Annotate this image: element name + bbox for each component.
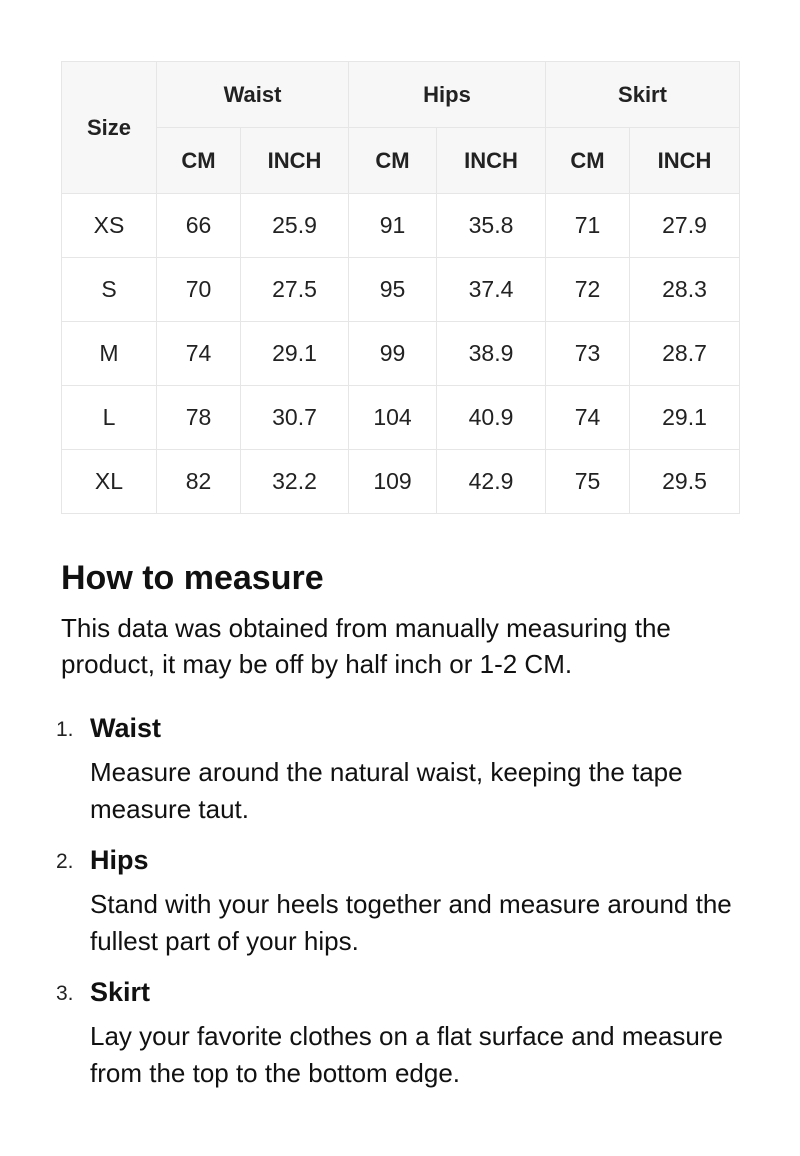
size-chart-table [61, 61, 740, 514]
list-item [56, 710, 751, 828]
table-cell: 29.1 [630, 386, 740, 450]
table-cell: 40.9 [437, 386, 546, 450]
table-cell: 104 [349, 386, 437, 450]
table-cell: 42.9 [437, 450, 546, 514]
table-cell: 29.5 [630, 450, 740, 514]
size-cell: XL [62, 450, 157, 514]
step-description: Lay your favorite clothes on a flat surface and measure from the top to the bottom edge. [90, 1021, 724, 1088]
table-cell: 75 [546, 450, 630, 514]
table-cell: 78 [157, 386, 241, 450]
step-title: Skirt [90, 977, 151, 1007]
list-item [56, 974, 751, 1092]
table-cell: 27.5 [241, 258, 349, 322]
unit-header: CM [349, 128, 437, 194]
skirt-header: Skirt [546, 62, 740, 128]
section-title: How to measure [61, 559, 324, 597]
unit-header: INCH [241, 128, 349, 194]
table-cell: 28.7 [630, 322, 740, 386]
table-row [62, 194, 740, 258]
unit-header: CM [546, 128, 630, 194]
steps-list [56, 710, 751, 1092]
table-cell: 38.9 [437, 322, 546, 386]
intro-text: This data was obtained from manually measuring the product, it may be off by half inch or 1-2 CM. [61, 613, 671, 679]
size-header: Size [62, 62, 157, 194]
table-cell: 27.9 [630, 194, 740, 258]
unit-header: INCH [437, 128, 546, 194]
table-cell: 25.9 [241, 194, 349, 258]
table-row [62, 322, 740, 386]
table-cell: 82 [157, 450, 241, 514]
table-row [62, 258, 740, 322]
table-cell: 109 [349, 450, 437, 514]
table-cell: 35.8 [437, 194, 546, 258]
step-title: Waist [90, 713, 162, 743]
size-cell: XS [62, 194, 157, 258]
table-cell: 28.3 [630, 258, 740, 322]
hips-header: Hips [349, 62, 546, 128]
table-cell: 95 [349, 258, 437, 322]
unit-header: CM [157, 128, 241, 194]
table-cell: 91 [349, 194, 437, 258]
size-cell: S [62, 258, 157, 322]
table-cell: 73 [546, 322, 630, 386]
waist-header: Waist [157, 62, 349, 128]
step-title: Hips [90, 845, 149, 875]
table-cell: 71 [546, 194, 630, 258]
step-description: Measure around the natural waist, keeping the tape measure taut. [90, 757, 683, 824]
table-cell: 99 [349, 322, 437, 386]
step-number: 1. [56, 718, 74, 741]
list-item [56, 842, 751, 960]
table-cell: 32.2 [241, 450, 349, 514]
table-cell: 30.7 [241, 386, 349, 450]
table-cell: 70 [157, 258, 241, 322]
size-cell: L [62, 386, 157, 450]
step-number: 2. [56, 850, 74, 873]
step-number: 3. [56, 982, 74, 1005]
table-cell: 66 [157, 194, 241, 258]
table-cell: 74 [546, 386, 630, 450]
table-cell: 72 [546, 258, 630, 322]
size-cell: M [62, 322, 157, 386]
table-row [62, 386, 740, 450]
table-cell: 74 [157, 322, 241, 386]
table-row [62, 450, 740, 514]
table-cell: 37.4 [437, 258, 546, 322]
unit-header: INCH [630, 128, 740, 194]
how-to-measure-section [56, 556, 751, 1106]
step-description: Stand with your heels together and measure around the fullest part of your hips. [90, 889, 732, 956]
table-cell: 29.1 [241, 322, 349, 386]
